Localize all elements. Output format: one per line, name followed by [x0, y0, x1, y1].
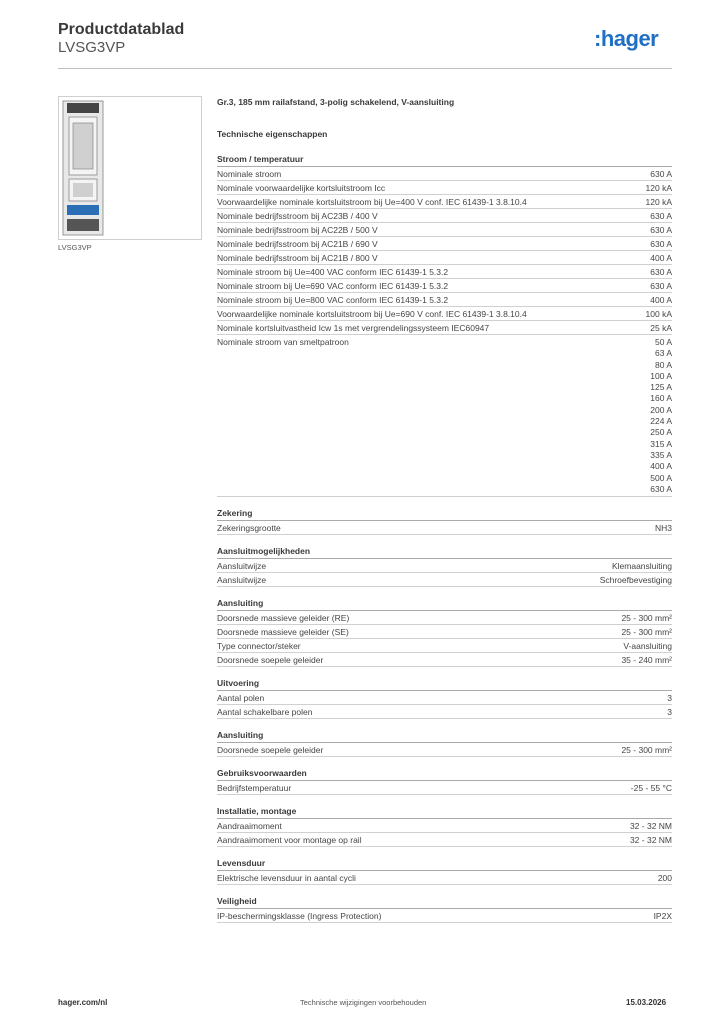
- spec-label: Doorsnede massieve geleider (SE): [217, 627, 349, 638]
- spec-value: Schroefbevestiging: [599, 575, 672, 586]
- spec-section: [217, 506, 672, 535]
- spec-row: [217, 691, 672, 705]
- tech-title: Technische eigenschappen: [217, 129, 328, 139]
- hager-logo: :hager: [594, 26, 659, 51]
- spec-label: Nominale bedrijfsstroom bij AC21B / 800 V: [217, 253, 378, 263]
- footer-website[interactable]: hager.com/nl: [58, 998, 108, 1007]
- spec-label: Voorwaardelijke nominale kortsluitstroom bij Ue=400 V conf. IEC 61439-1 3.8.10.4: [217, 197, 527, 207]
- section-gap: [217, 719, 672, 728]
- spec-value: 35 - 240 mm²: [621, 655, 672, 666]
- spec-label: Aantal schakelbare polen: [217, 707, 313, 718]
- fuse-rating: 100 A: [650, 370, 672, 381]
- spec-value: 630 A: [650, 169, 672, 179]
- spec-row: [217, 625, 672, 639]
- spec-row: [217, 209, 672, 223]
- spec-section: [217, 804, 672, 847]
- spec-label: Zekeringsgrootte: [217, 523, 281, 534]
- section-gap: [217, 587, 672, 596]
- spec-row: [217, 653, 672, 667]
- spec-row: [217, 307, 672, 321]
- spec-label: Aandraaimoment voor montage op rail: [217, 835, 362, 846]
- section-gap: [217, 757, 672, 766]
- fuse-rating: 80 A: [654, 359, 672, 370]
- fuse-rating: 160 A: [650, 393, 672, 404]
- spec-value: 120 kA: [645, 197, 672, 207]
- product-image: [58, 96, 202, 240]
- spec-row: [217, 781, 672, 795]
- fuse-rating: 224 A: [650, 416, 672, 427]
- fuse-rating: 630 A: [650, 483, 672, 494]
- section-gap: [217, 795, 672, 804]
- spec-section: [217, 544, 672, 587]
- header-divider: [58, 68, 672, 69]
- spec-label: Nominale voorwaardelijke kortsluitstroom Icc: [217, 183, 386, 193]
- section-title: Aansluiting: [217, 596, 672, 611]
- spec-value: 630 A: [650, 267, 672, 277]
- spec-label: Doorsnede soepele geleider: [217, 655, 324, 666]
- spec-row: [217, 195, 672, 209]
- page-title: Productdatablad: [58, 21, 185, 38]
- fuse-rating: 200 A: [650, 404, 672, 415]
- footer-disclaimer: Technische wijzigingen voorbehouden: [300, 998, 427, 1007]
- spec-row: [217, 611, 672, 625]
- spec-row: [217, 743, 672, 757]
- spec-row: [217, 167, 672, 181]
- fuse-rating: 250 A: [650, 427, 672, 438]
- spec-row: [217, 559, 672, 573]
- spec-row: [217, 223, 672, 237]
- spec-value: 32 - 32 NM: [629, 835, 672, 846]
- spec-value: 25 - 300 mm²: [621, 745, 672, 756]
- fuse-rating: 315 A: [650, 438, 672, 449]
- section-gap: [217, 847, 672, 856]
- spec-section: [217, 894, 672, 923]
- spec-row: [217, 909, 672, 923]
- section-gap: [217, 885, 672, 894]
- spec-row: [217, 321, 672, 335]
- footer-date: 15.03.2026: [626, 998, 667, 1007]
- spec-label: Bedrijfstemperatuur: [217, 783, 292, 794]
- section-title: Veiligheid: [217, 894, 672, 909]
- spec-label: Nominale stroom bij Ue=800 VAC conform IEC 61439-1 5.3.2: [217, 295, 449, 305]
- fuse-rating: 125 A: [650, 382, 672, 393]
- section-title: Uitvoering: [217, 676, 672, 691]
- spec-row: [217, 279, 672, 293]
- section-title: Levensduur: [217, 856, 672, 871]
- spec-value: -25 - 55 °C: [630, 783, 672, 794]
- spec-label: Nominale stroom: [217, 169, 282, 179]
- spec-label: Aandraaimoment: [217, 821, 282, 832]
- fuse-rating: 500 A: [650, 472, 672, 483]
- spec-row: [217, 833, 672, 847]
- spec-value-list: [650, 335, 672, 496]
- spec-label: Nominale stroom bij Ue=400 VAC conform IEC 61439-1 5.3.2: [217, 267, 449, 277]
- spec-label: Nominale stroom bij Ue=690 VAC conform IEC 61439-1 5.3.2: [217, 281, 449, 291]
- spec-label: Type connector/steker: [217, 641, 301, 652]
- section-title: Aansluiting: [217, 728, 672, 743]
- spec-label: Elektrische levensduur in aantal cycli: [217, 873, 356, 884]
- spec-row: [217, 705, 672, 719]
- spec-row: [217, 181, 672, 195]
- spec-value: 32 - 32 NM: [629, 821, 672, 832]
- section-gap: [217, 667, 672, 676]
- spec-row: [217, 251, 672, 265]
- section-title: Zekering: [217, 506, 672, 521]
- spec-value: 630 A: [650, 281, 672, 291]
- spec-value: Klemaansluiting: [611, 561, 672, 572]
- spec-value: 400 A: [650, 253, 672, 263]
- spec-value: 120 kA: [645, 183, 672, 193]
- spec-section: [217, 766, 672, 795]
- spec-section: [217, 152, 672, 497]
- spec-sections: [217, 152, 672, 932]
- spec-section: [217, 728, 672, 757]
- page-subtitle: LVSG3VP: [58, 39, 126, 56]
- spec-row: [217, 871, 672, 885]
- fuse-rating: 335 A: [650, 449, 672, 460]
- spec-row-multi: [217, 335, 672, 497]
- section-title: Installatie, montage: [217, 804, 672, 819]
- section-title: Aansluitmogelijkheden: [217, 544, 672, 559]
- spec-row: [217, 639, 672, 653]
- fuse-rating: 50 A: [654, 337, 672, 347]
- spec-value: 400 A: [650, 295, 672, 305]
- spec-label: Nominale bedrijfsstroom bij AC21B / 690 V: [217, 239, 378, 249]
- spec-value: 25 kA: [650, 323, 672, 333]
- spec-value: NH3: [654, 523, 672, 534]
- spec-label: Doorsnede massieve geleider (RE): [217, 613, 350, 624]
- spec-row: [217, 237, 672, 251]
- spec-value: 630 A: [650, 211, 672, 221]
- spec-value: 630 A: [650, 225, 672, 235]
- spec-value: 100 kA: [645, 309, 672, 319]
- spec-section: [217, 596, 672, 667]
- spec-content: [217, 129, 672, 932]
- spec-value: 3: [667, 707, 672, 718]
- spec-label: Doorsnede soepele geleider: [217, 745, 324, 756]
- image-caption: LVSG3VP: [58, 243, 92, 252]
- spec-value: V-aansluiting: [623, 641, 672, 652]
- spec-value: IP2X: [653, 911, 672, 922]
- section-gap: [217, 535, 672, 544]
- spec-row: [217, 293, 672, 307]
- spec-label: Aantal polen: [217, 693, 265, 704]
- switch-disconnector-image: [59, 97, 201, 239]
- spec-row: [217, 265, 672, 279]
- section-title: Gebruiksvoorwaarden: [217, 766, 672, 781]
- spec-value: 200: [657, 873, 672, 884]
- fuse-rating: 400 A: [650, 461, 672, 472]
- spec-row: [217, 573, 672, 587]
- section-gap: [217, 923, 672, 932]
- spec-section: [217, 856, 672, 885]
- spec-value: 25 - 300 mm²: [621, 627, 672, 638]
- spec-value: 25 - 300 mm²: [621, 613, 672, 624]
- section-title: Stroom / temperatuur: [217, 152, 672, 167]
- spec-label: Aansluitwijze: [217, 561, 267, 572]
- spec-label: Nominale bedrijfsstroom bij AC22B / 500 V: [217, 225, 378, 235]
- product-heading: Gr.3, 185 mm railafstand, 3-polig schakelend, V-aansluiting: [217, 97, 455, 107]
- spec-label: Nominale bedrijfsstroom bij AC23B / 400 V: [217, 211, 378, 221]
- spec-row: [217, 521, 672, 535]
- spec-label: Voorwaardelijke nominale kortsluitstroom bij Ue=690 V conf. IEC 61439-1 3.8.10.4: [217, 309, 527, 319]
- fuse-rating: 63 A: [654, 348, 672, 359]
- spec-label: IP-beschermingsklasse (Ingress Protection): [217, 911, 382, 922]
- spec-value: 630 A: [650, 239, 672, 249]
- spec-row: [217, 819, 672, 833]
- spec-label: Aansluitwijze: [217, 575, 267, 586]
- spec-value: 3: [667, 693, 672, 704]
- section-gap: [217, 497, 672, 506]
- spec-section: [217, 676, 672, 719]
- spec-label: Nominale stroom van smeltpatroon: [217, 337, 349, 347]
- spec-label: Nominale kortsluitvastheid Icw 1s met vergrendelingssysteem IEC60947: [217, 323, 490, 333]
